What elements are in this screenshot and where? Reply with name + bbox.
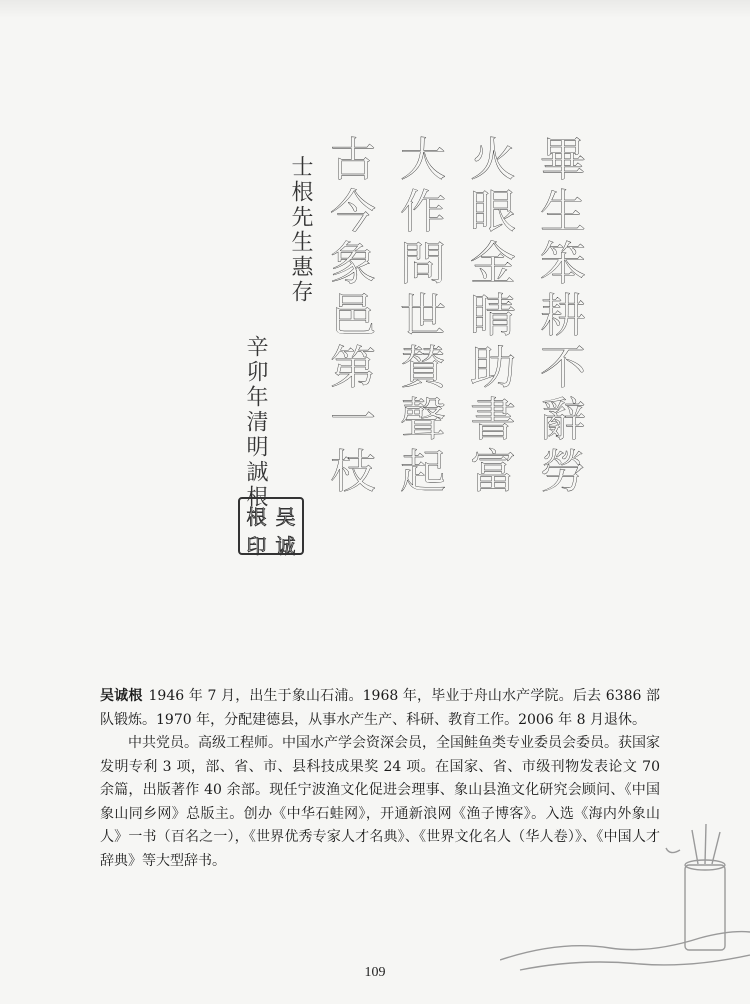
seal-char: 吴 [275,505,296,529]
bio-name: 吴诚根 [100,688,143,704]
brush-pot-illustration [500,820,750,980]
calligraphy-column-4: 古今象邑第一枝 [323,135,377,499]
calligraphy-column-1: 畢生笨耕不辭勞 [533,135,587,499]
seal-stamp [238,497,304,558]
calligraphy-signature: 辛卯年清明誠根 [243,335,268,510]
seal-char: 根 [246,505,267,529]
page-number: 109 [364,965,386,980]
bio-paragraph-2: 中共党员。高级工程师。中国水产学会资深会员，全国鲑鱼类专业委员会委员。获国家发明专利 3 项，部、省、市、县科技成果奖 24 项。在国家、省、市级刊物发表论文 70 余篇，出版著作 40 余部。现任宁波渔文化促进会理事、象山县渔文化研究会顾问、《中国象山同乡网》总版主。创办《中华石蛙网》，开通新浪网《渔子博客》。入选《海内外象山人》一书（百名之一），《世界优秀专家人才名典》、《世界文化名人（华人卷）》、《中国人才辞典》等大型辞书。 [100,735,660,869]
bio-paragraph-1 [100,685,660,732]
seal-char: 印 [246,534,267,558]
calligraphy-dedication: 士根先生惠存 [288,155,313,305]
calligraphy-column-2: 火眼金睛助書富 [463,135,517,499]
bio-paragraph-1-text: 1946 年 7 月，出生于象山石浦。1968 年，毕业于舟山水产学院。后去 6386 部队锻炼。1970 年，分配建德县，从事水产生产、科研、教育工作。2006 年 8 月退休。 [100,688,661,728]
calligraphy-artwork [230,135,610,585]
calligraphy-column-3: 大作問世賛聲起 [393,135,447,499]
seal-char: 诚 [275,534,296,558]
page-top-edge [0,0,750,18]
